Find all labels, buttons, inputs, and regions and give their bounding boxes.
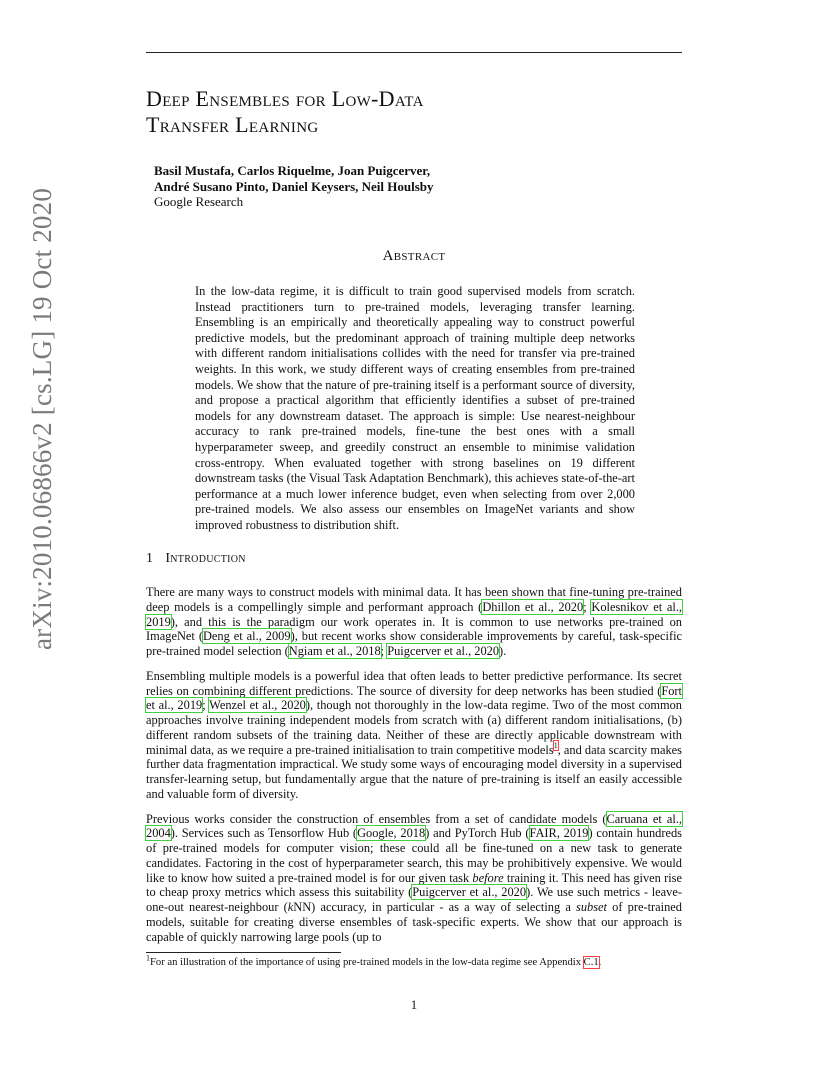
footnote-end: . <box>598 957 602 968</box>
citation-link[interactable]: Deng et al., 2009 <box>202 629 291 644</box>
emphasis: k <box>287 900 294 914</box>
paragraph-1 <box>146 585 682 659</box>
section-title: Introduction <box>165 551 246 566</box>
paragraph-3 <box>146 812 682 945</box>
text-span: training it. This need has given rise to cheap proxy metrics which assess this suitability ( <box>146 870 682 900</box>
section-number: 1 <box>146 551 154 566</box>
footnote-ref-link[interactable]: 1 <box>553 741 558 751</box>
text-span: ) contain hundreds of pre-trained models for computer vision; these could all be fine-tuned on a new task to generate candidates. Factoring in the cost of hyperparameter search, this may be prohibitively expensive. We would like to know how suited a pre-trained model is for our given task <box>146 826 683 885</box>
citation-link[interactable]: Kolesnikov et al., 2019 <box>146 599 683 629</box>
footnote-text: For an illustration of the importance of using pre-trained models in the low-data regime see Appendix <box>150 957 584 968</box>
text-span: ) and PyTorch Hub ( <box>425 826 530 841</box>
text-span: ), and this is the paradigm our work operates in. It is common to use networks pre-trained on ImageNet ( <box>146 614 682 644</box>
citation-link[interactable]: Wenzel et al., 2020 <box>209 698 306 713</box>
text-span: Ensembling multiple models is a powerful idea that often leads to better predictive performance. Its secret relies on combining different predictions. The source of diversity for deep networks has been studied ( <box>146 668 682 698</box>
appendix-link[interactable]: C.1 <box>583 957 599 968</box>
text-span: ). <box>499 644 507 658</box>
abstract-heading: Abstract <box>382 248 446 264</box>
title-line-1: Deep Ensembles for Low-Data <box>146 86 424 111</box>
citation-link[interactable]: Ngiam et al., 2018 <box>288 644 381 658</box>
footnote <box>146 953 686 969</box>
citation-link[interactable]: Dhillon et al., 2020 <box>482 599 584 614</box>
author-block <box>154 163 434 210</box>
text-span: ). We use such metrics - leave-one-out nearest-neighbour ( <box>146 885 682 914</box>
emphasis: before <box>472 870 504 885</box>
citation-link[interactable]: Fort et al., 2019 <box>146 683 682 713</box>
arxiv-identifier: arXiv:2010.06866v2 [cs.LG] 19 Oct 2020 <box>27 187 57 650</box>
page-number: 1 <box>410 998 418 1012</box>
citation-link[interactable]: Caruana et al., 2004 <box>146 811 682 841</box>
body-text <box>146 585 682 954</box>
footnote-rule <box>146 952 341 953</box>
footnote-mark: 1 <box>146 953 150 963</box>
text-span: NN) accuracy, in particular - as a way of selecting a <box>293 900 576 914</box>
text-span: Previous works consider the construction of ensembles from a set of candidate models ( <box>146 811 607 826</box>
top-rule <box>146 52 682 53</box>
affiliation: Google Research <box>154 194 244 209</box>
authors-line-1: Basil Mustafa, Carlos Riquelme, Joan Puigcerver, <box>154 163 431 178</box>
title-line-2: Transfer Learning <box>146 112 319 137</box>
text-span: ), though not thoroughly in the low-data regime. Two of the most common approaches involve training independent models from scratch with (a) different random initialisations, (b) different random subsets of the training data. Neither of these are directly applicable downstream with minimal data, as we require a pre-trained initialisation to train competitive models <box>146 698 682 757</box>
abstract-text: In the low-data regime, it is difficult to train good supervised models from scratch. Instead practitioners turn to pre-trained models, leveraging transfer learning. Ensembling is an empirically and theoretically appealing way to construct powerful predictive models, but the predominant approach of training multiple deep networks with different random initialisations collides with the need for transfer via pre-trained weights. In this work, we study different ways of creating ensembles from pre-trained models. We show that the nature of pre-training itself is a performant source of diversity, and propose a practical algorithm that efficiently identifies a subset of pre-trained models for any downstream dataset. The approach is simple: Use nearest-neighbour accuracy to rank pre-trained models, fine-tune the best ones with a small hyperparameter sweep, and greedily construct an ensemble to minimise validation cross-entropy. When evaluated together with strong baselines on 19 different downstream tasks (the Visual Task Adaptation Benchmark), this achieves state-of-the-art performance at a much lower inference budget, even when selecting from over 2,000 pre-trained models. We also assess our ensembles on ImageNet variants and show improved robustness to distribution shift. <box>195 284 635 532</box>
text-span: ). Services such as Tensorflow Hub ( <box>170 826 358 841</box>
section-heading <box>146 551 246 567</box>
text-span: There are many ways to construct models with minimal data. It has been shown that fine-tuning pre-trained deep models is a compellingly simple and performant approach ( <box>146 585 682 614</box>
paper-title <box>146 86 424 138</box>
citation-link[interactable]: Puigcerver et al., 2020 <box>412 885 527 900</box>
text-span: ; <box>380 644 388 658</box>
text-span: ), but recent works show considerable improvements by careful, task-specific pre-trained model selection ( <box>146 629 683 658</box>
emphasis: subset <box>576 900 607 914</box>
text-span: of pre-trained models, suitable for creating diverse ensembles of task-specific experts. We show that our approach is capable of quickly narrowing large pools (up to <box>146 900 682 944</box>
citation-link[interactable]: FAIR, 2019 <box>529 826 589 841</box>
paragraph-2 <box>146 669 682 802</box>
text-span: ; <box>583 599 592 614</box>
text-span: , and data scarcity makes further data fragmentation impractical. We study some ways of encouraging model diversity in a supervised transfer-learning setup, but fundamentally argue that the nature of pre-training is itself an easily accessible and valuable form of diversity. <box>146 742 682 801</box>
text-span: ; <box>202 698 210 713</box>
authors-line-2: André Susano Pinto, Daniel Keysers, Neil Houlsby <box>154 178 434 194</box>
citation-link[interactable]: Puigcerver et al., 2020 <box>387 644 500 658</box>
citation-link[interactable]: Google, 2018 <box>357 826 426 841</box>
